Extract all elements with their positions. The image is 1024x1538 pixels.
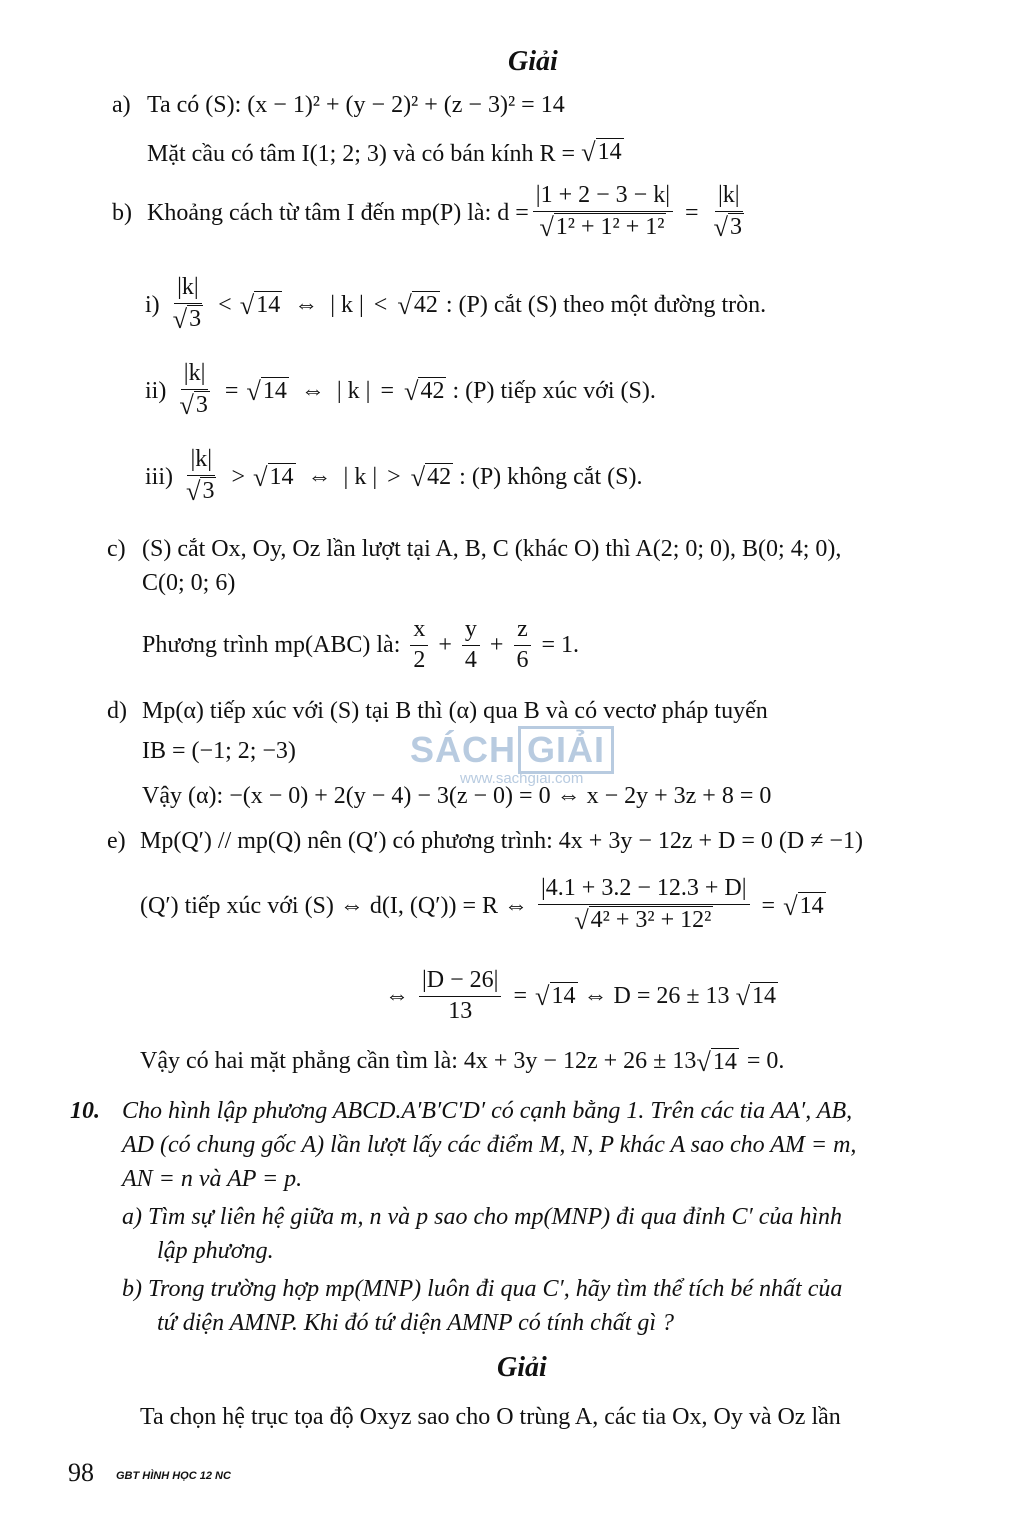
problem-number: 10. xyxy=(70,1098,100,1124)
sachgiai-watermark-logo: SÁCH GIẢI www.sachgiai.com xyxy=(410,726,616,787)
problem10-part-b-line2: tứ diện AMNP. Khi đó tứ diện AMNP có tính chất gì ? xyxy=(157,1310,675,1336)
solution-first-line: Ta chọn hệ trục tọa độ Oxyz sao cho O trùng A, các tia Ox, Oy và Oz lần xyxy=(140,1404,841,1430)
solution-heading-2: Giải xyxy=(497,1352,547,1383)
problem10-line3: AN = n và AP = p. xyxy=(122,1166,303,1192)
part-d-label: d) xyxy=(107,698,127,724)
case-ii: ii) |k| √ 3 = √ 14 ⇔ | k | = √ 42 : (P) tiếp xúc với (S). xyxy=(145,360,656,420)
page-number: 98 xyxy=(68,1458,94,1487)
part-e-label: e) xyxy=(107,828,126,854)
part-e-tangent-condition: (Q′) tiếp xúc với (S) ⇔ d(I, (Q′)) = R ⇔ |4.1 + 3.2 − 12.3 + D| √ 4² + 3² + 12² = √ 14 xyxy=(140,875,824,935)
part-a-line2-text: Mặt cầu có tâm I(1; 2; 3) và có bán kính R = xyxy=(147,140,576,167)
part-c-label: c) xyxy=(107,536,126,562)
part-a-label: a) xyxy=(112,92,131,118)
part-a-line2 xyxy=(147,138,624,168)
part-e-conclusion: Vậy có hai mặt phẳng cần tìm là: 4x + 3y − 12z + 26 ± 13 √ 14 = 0. xyxy=(140,1046,785,1077)
problem10-part-a-line2: lập phương. xyxy=(157,1238,274,1264)
sqrt-expression: √ 14 xyxy=(581,136,622,167)
part-e-line1: Mp(Q′) // mp(Q) nên (Q′) có phương trình: 4x + 3y − 12z + D = 0 (D ≠ −1) xyxy=(140,828,863,854)
problem10-line2: AD (có chung gốc A) lần lượt lấy các điểm M, N, P khác A sao cho AM = m, xyxy=(122,1132,857,1158)
part-d-line1: Mp(α) tiếp xúc với (S) tại B thì (α) qua B và có vectơ pháp tuyến xyxy=(142,698,768,724)
part-b-label: b) xyxy=(112,200,132,226)
simplified-fraction: |k| √ 3 xyxy=(713,182,743,242)
part-d-line3: Vậy (α): −(x − 0) + 2(y − 4) − 3(z − 0) = 0 ⇔ x − 2y + 3z + 8 = 0 xyxy=(142,783,772,809)
case-i: i) |k| √ 3 < √ 14 ⇔ | k | < √ 42 : (P) cắt (S) theo một đường tròn. xyxy=(145,274,767,334)
part-e-solve-d: ⇔ $\frac{|D - 26|}{13}$ = √ 14 ⇔ D = 26 ± 13 √ 14 xyxy=(385,966,777,1024)
problem10-part-a-line1: a) Tìm sự liên hệ giữa m, n và p sao cho mp(MNP) đi qua đỉnh C′ của hình xyxy=(122,1204,843,1230)
book-title-footer: GBT HÌNH HỌC 12 NC xyxy=(116,1470,231,1482)
solution-heading: Giải xyxy=(508,46,558,77)
case-iii: iii) |k| √ 3 > √ 14 ⇔ | k | > √ 42 : (P) không cắt (S). xyxy=(145,446,643,506)
part-a-line1: Ta có (S): (x − 1)² + (y − 2)² + (z − 3)² = 14 xyxy=(147,92,565,118)
part-d-line2: IB = (−1; 2; −3) xyxy=(142,738,296,764)
problem10-part-b-line1: b) Trong trường hợp mp(MNP) luôn đi qua C′, hãy tìm thể tích bé nhất của xyxy=(122,1276,843,1302)
part-b-text: Khoảng cách từ tâm I đến mp(P) là: d = xyxy=(147,199,529,226)
part-c-line2: C(0; 0; 6) xyxy=(142,570,236,596)
distance-fraction: |1 + 2 − 3 − k| √ 1² + 1² + 1² xyxy=(533,182,673,243)
part-b-distance-formula: Khoảng cách từ tâm I đến mp(P) là: d = |1 + 2 − 3 − k| √ 1² + 1² + 1² = |k| √ 3 xyxy=(147,178,751,248)
part-c-line1: (S) cắt Ox, Oy, Oz lần lượt tại A, B, C (khác O) thì A(2; 0; 0), B(0; 4; 0), xyxy=(142,536,842,562)
part-c-plane-equation: Phương trình mp(ABC) là: $\frac{x}{2}$ + $\frac{y}{4}$ + $\frac{z}{6}$ = 1. xyxy=(142,615,580,673)
problem10-line1: Cho hình lập phương ABCD.A′B′C′D′ có cạnh bằng 1. Trên các tia AA′, AB, xyxy=(122,1098,853,1124)
